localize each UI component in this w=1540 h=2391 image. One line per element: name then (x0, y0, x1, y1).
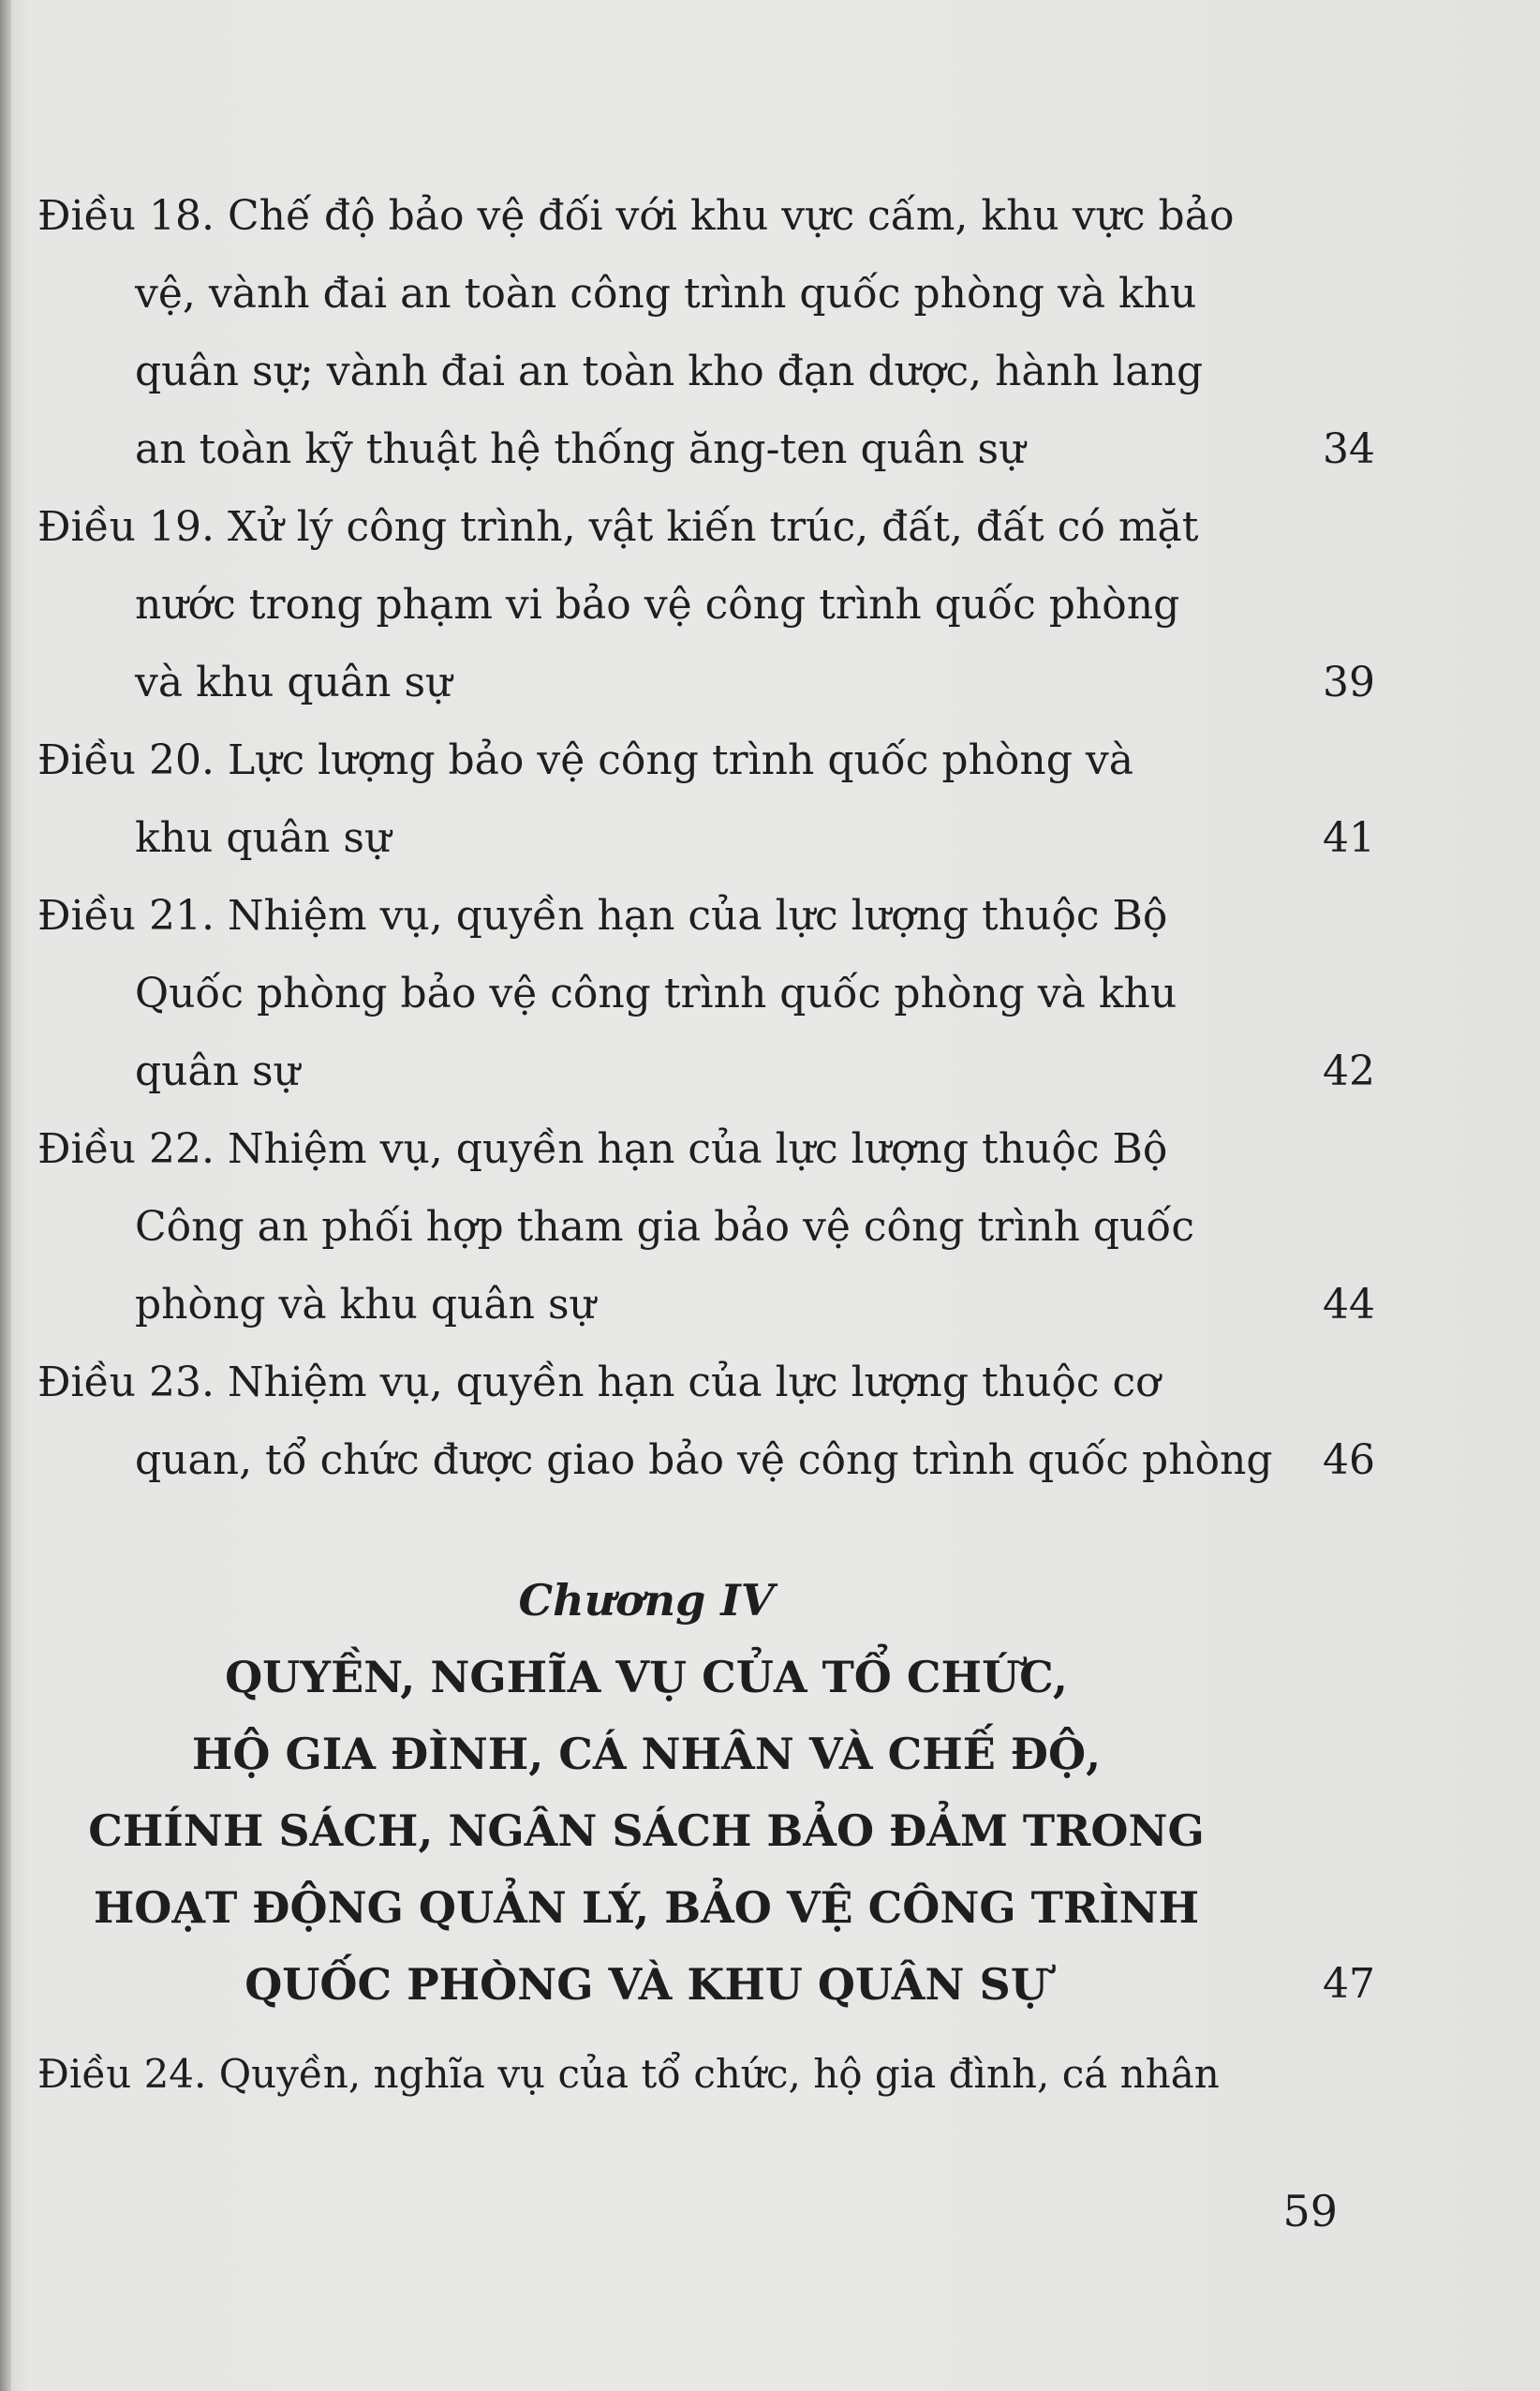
chapter-heading-line: HỘ GIA ĐÌNH, CÁ NHÂN VÀ CHẾ ĐỘ, (191, 1729, 1102, 1779)
entry-line: Điều 24. Quyền, nghĩa vụ của tổ chức, hộ gia đình, cá nhân (37, 2051, 1220, 2097)
page-number: 42 (1323, 1047, 1375, 1095)
entry-line: và khu quân sự (135, 659, 452, 706)
chapter-title: Chương IV (518, 1575, 775, 1626)
entry-line: Công an phối hợp tham gia bảo vệ công trình quốc (135, 1203, 1194, 1251)
entry-line: an toàn kỹ thuật hệ thống ăng-ten quân sự (135, 425, 1026, 473)
entry-line: nước trong phạm vi bảo vệ công trình quốc phòng (135, 581, 1180, 629)
entry-line: Điều 20. Lực lượng bảo vệ công trình quốc phòng và (37, 736, 1133, 784)
entry-line: Điều 19. Xử lý công trình, vật kiến trúc, đất, đất có mặt (37, 503, 1199, 551)
page-binding-edge (0, 0, 11, 2391)
entry-line: khu quân sự (135, 814, 392, 862)
page-number: 41 (1323, 814, 1375, 862)
page-folio: 59 (1282, 2186, 1338, 2236)
page-number: 44 (1323, 1281, 1375, 1329)
chapter-heading-line: QUYỀN, NGHĨA VỤ CỦA TỔ CHỨC, (225, 1652, 1068, 1702)
page-number: 46 (1323, 1436, 1375, 1484)
entry-line: quân sự (135, 1047, 300, 1095)
entry-line: Quốc phòng bảo vệ công trình quốc phòng và khu (135, 970, 1177, 1017)
entry-line: vệ, vành đai an toàn công trình quốc phòng và khu (135, 270, 1197, 318)
entry-line: quân sự; vành đai an toàn kho đạn dược, hành lang (135, 348, 1204, 395)
chapter-page-number: 47 (1323, 1960, 1375, 2008)
entry-line: Điều 23. Nhiệm vụ, quyền hạn của lực lượng thuộc cơ (37, 1359, 1161, 1406)
entry-line: quan, tổ chức được giao bảo vệ công trình quốc phòng (135, 1436, 1273, 1484)
entry-line: Điều 21. Nhiệm vụ, quyền hạn của lực lượng thuộc Bộ (37, 892, 1168, 940)
entry-line: Điều 22. Nhiệm vụ, quyền hạn của lực lượng thuộc Bộ (37, 1125, 1168, 1173)
page-number: 34 (1323, 425, 1375, 473)
entry-line: phòng và khu quân sự (135, 1281, 596, 1329)
chapter-heading-line: QUỐC PHÒNG VÀ KHU QUÂN SỰ (244, 1959, 1048, 2010)
chapter-heading-line: CHÍNH SÁCH, NGÂN SÁCH BẢO ĐẢM TRONG (88, 1805, 1205, 1856)
page-number: 39 (1323, 659, 1375, 706)
entry-line: Điều 18. Chế độ bảo vệ đối với khu vực cấm, khu vực bảo (37, 192, 1235, 240)
chapter-heading-line: HOẠT ĐỘNG QUẢN LÝ, BẢO VỆ CÔNG TRÌNH (93, 1882, 1200, 1933)
